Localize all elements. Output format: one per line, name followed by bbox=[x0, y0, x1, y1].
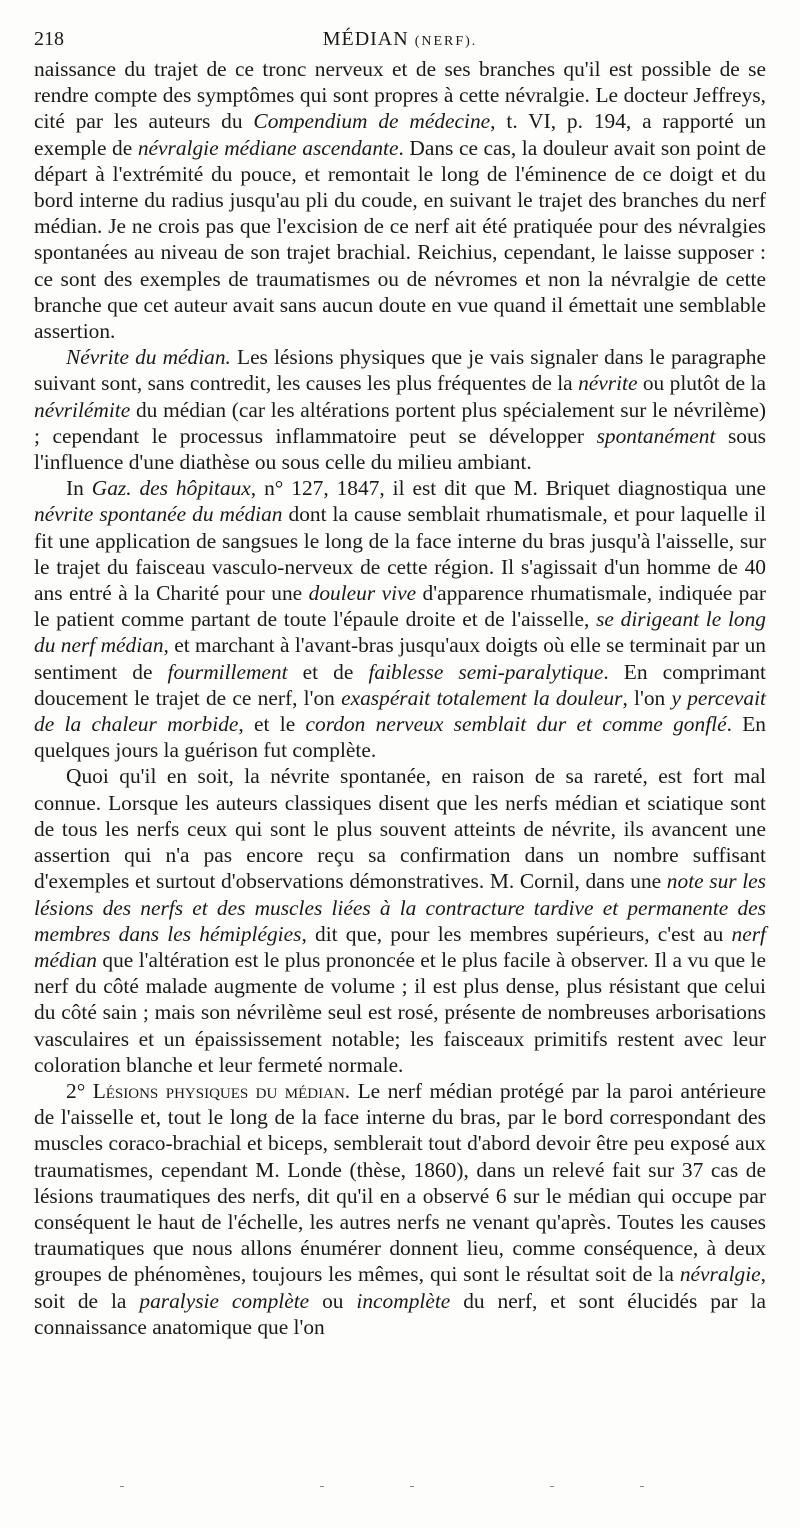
italic-span: y percevait de la chaleur morbide bbox=[34, 685, 766, 737]
running-title-main: MÉDIAN bbox=[322, 28, 409, 50]
paragraph-3 bbox=[34, 475, 766, 763]
text-span: et de bbox=[287, 659, 369, 684]
italic-span: exaspérait totalement la douleur bbox=[341, 685, 623, 710]
text-span: In bbox=[66, 476, 92, 501]
italic-span: névrilémite bbox=[34, 397, 131, 422]
italic-span: cordon nerveux semblait dur et comme gonflé bbox=[305, 712, 727, 737]
italic-span: spontanément bbox=[596, 423, 716, 448]
paragraph-4 bbox=[34, 763, 766, 1077]
running-title bbox=[34, 28, 766, 51]
text-span: . Dans ce cas, la douleur avait son point de départ à l'extrémité du pouce, et remontait le long de l'éminence de ce doigt et du bord interne du radius jusqu'au pli du coude, en suivant le trajet des branches du nerf médian. Je ne crois pas que l'excision de ce nerf ait été pratiquée pour des névralgies spontanées au niveau de son trajet brachial. Reichius, cependant, le laisse supposer : ce sont des exemples de traumatismes ou de névromes et non la névralgie de cette branche que cet auteur avait sans aucun doute en vue quand il émettait une semblable assertion. bbox=[34, 135, 766, 344]
paragraph-2 bbox=[34, 344, 766, 475]
text-span: , l'on bbox=[622, 685, 672, 710]
text-span: naissance du trajet de ce tronc nerveux et de ses branches qu'il est possible de se rendre compte des symptômes qui sont propres à cette névralgie. Le docteur Jeffreys, cité par les auteurs du bbox=[34, 57, 766, 134]
italic-span: névrite spontanée du médian bbox=[34, 502, 283, 527]
italic-span: paralysie complète bbox=[139, 1288, 310, 1313]
italic-span: névralgie médiane ascendante bbox=[137, 135, 399, 160]
italic-span: nerf médian bbox=[34, 921, 766, 972]
text-span: , et le bbox=[238, 712, 306, 737]
text-span: ou bbox=[309, 1288, 357, 1313]
running-title-sub: (NERF). bbox=[414, 34, 478, 49]
page-number: 218 bbox=[34, 28, 64, 50]
text-span: que l'altération est le plus prononcée et le plus facile à observer. Il a vu que le nerf du côté malade augmente de volume ; il est plus dense, plus résistant que celui du côté sain ; mais son névrilème seul est rosé, présente de nombreuses arborisations vasculaires et un épaississement notable; les faisceaux primitifs restent avec leur coloration blanche et leur fermeté normale. bbox=[34, 947, 766, 1077]
italic-span: Compendium de médecine bbox=[253, 109, 491, 134]
text-span: . En quelques jours la guérison fut complète. bbox=[34, 712, 766, 763]
paragraph-1 bbox=[34, 56, 766, 344]
section-heading-italic: Névrite du médian. bbox=[66, 345, 231, 370]
paragraph-5 bbox=[34, 1078, 766, 1340]
text-span: Les lésions physiques que je vais signaler dans le paragraphe suivant sont, sans contredit, les causes les plus fréquentes de la bbox=[34, 345, 766, 396]
section-number: 2° bbox=[66, 1078, 93, 1103]
italic-span: incomplète bbox=[356, 1288, 451, 1313]
scan-specks bbox=[120, 1486, 680, 1487]
body-text bbox=[34, 56, 766, 1340]
text-span: , t. VI, p. 194, a rapporté un exemple de bbox=[34, 109, 766, 160]
italic-span: douleur vive bbox=[308, 581, 417, 606]
text-span: d'apparence rhumatismale, indiquée par le patient comme partant de toute l'épaule droite et de l'aisselle, bbox=[34, 581, 766, 632]
text-span: du médian (car les altérations portent plus spécialement sur le névrilème) ; cependant le processus inflammatoire peut se développer bbox=[34, 397, 766, 448]
page-header bbox=[34, 22, 766, 56]
section-heading-smallcaps: Lésions physiques du médian. bbox=[92, 1078, 351, 1103]
italic-span: Gaz. des hôpitaux bbox=[91, 476, 251, 501]
text-span: Quoi qu'il en soit, la névrite spontanée, en raison de sa rareté, est fort mal connue. Lorsque les auteurs classiques disent que les nerfs médian et sciatique sont de tous les nerfs ceux qui sont le plus souvent atteints de névrite, ils avancent une assertion qui n'a pas encore reçu sa confirmation dans un nombre suffisant d'exemples et surtout d'observations démonstratives. M. Cornil, dans une bbox=[34, 764, 766, 894]
text-span: , et marchant à l'avant-bras jusqu'aux doigts où elle se terminait par un sentiment de bbox=[34, 633, 766, 684]
text-span: du nerf, et sont élucidés par la connaissance anatomique que l'on bbox=[34, 1288, 766, 1339]
speck bbox=[320, 1486, 324, 1487]
speck bbox=[120, 1486, 124, 1487]
speck bbox=[550, 1486, 554, 1487]
speck bbox=[410, 1486, 414, 1487]
italic-span: se dirigeant le long du nerf médian bbox=[34, 607, 766, 658]
text-span: , soit de la bbox=[34, 1262, 766, 1313]
italic-span: faiblesse semi-paralytique bbox=[368, 659, 604, 684]
text-span: . En comprimant doucement le trajet de ce nerf, l'on bbox=[34, 659, 767, 710]
italic-span: névrite bbox=[578, 371, 638, 396]
italic-span: névralgie bbox=[679, 1262, 761, 1287]
text-span: dont la cause semblait rhumatismale, et pour laquelle il fit une application de sangsues le long de la face interne du bras jusqu'à l'aisselle, sur le trajet du faisceau vasculo-nerveux de cette région. Il s'agissait d'un homme de 40 ans entré à la Charité pour une bbox=[34, 502, 766, 606]
text-span: Le nerf médian protégé par la paroi antérieure de l'aisselle et, tout le long de la face interne du bras, par le bord correspondant des muscles coraco-brachial et biceps, semblerait tout d'abord devoir être peu exposé aux traumatismes, cependant M. Londe (thèse, 1860), dans un relevé fait sur 37 cas de lésions traumatiques des nerfs, dit qu'il en a observé 6 sur le médian qui occupe par conséquent le haut de l'échelle, les autres nerfs ne venant qu'après. Toutes les causes traumatiques que nous allons énumérer donnent lieu, comme conséquence, à deux groupes de phénomènes, toujours les mêmes, qui sont le résultat soit de la bbox=[34, 1078, 766, 1287]
text-span: , dit que, pour les membres supérieurs, c'est au bbox=[301, 921, 732, 946]
text-span: , n° 127, 1847, il est dit que M. Briquet diagnostiqua une bbox=[250, 476, 766, 501]
italic-span: note sur les lésions des nerfs et des muscles liées à la contracture tardive et permanente des membres dans les hémiplégies bbox=[34, 869, 766, 946]
text-span: sous l'influence d'une diathèse ou sous celle du milieu ambiant. bbox=[34, 423, 767, 475]
italic-span: fourmillement bbox=[167, 659, 288, 684]
text-span: ou plutôt de la bbox=[637, 371, 766, 396]
speck bbox=[640, 1486, 644, 1487]
